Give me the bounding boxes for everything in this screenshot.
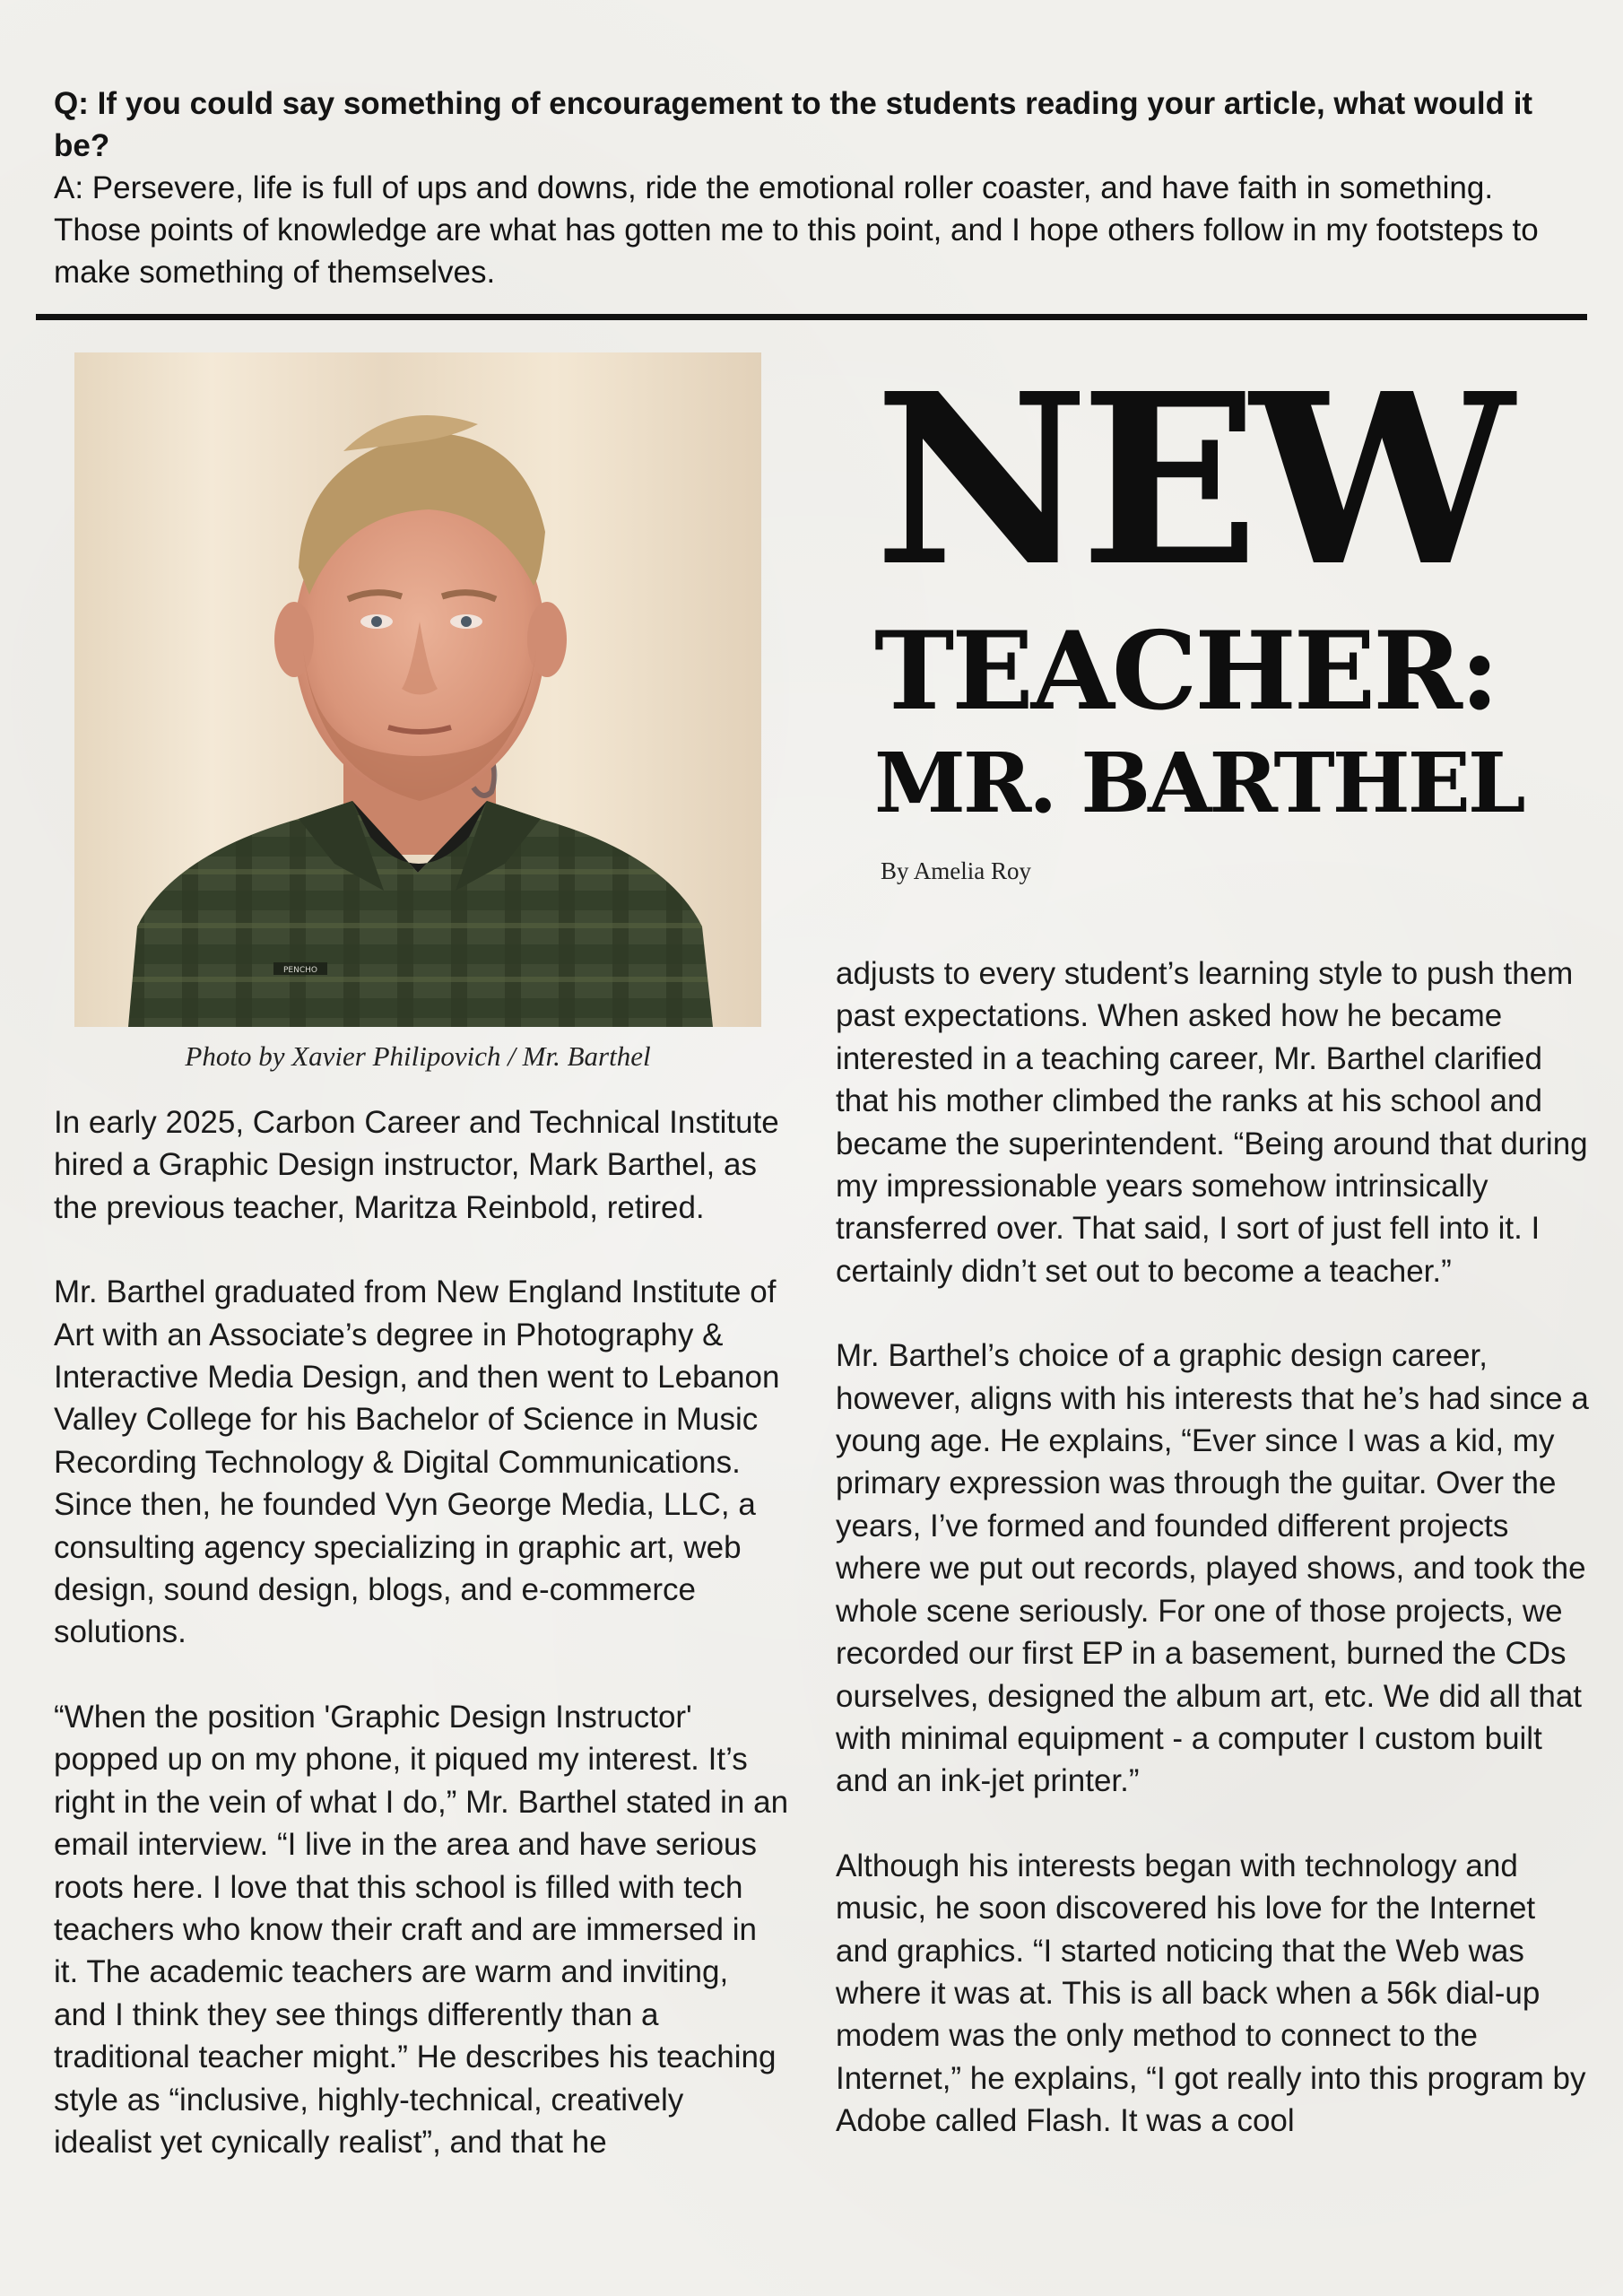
headline-line-2: TEACHER: [874,608,1497,735]
headline-line-3: MR. BARTHEL [874,735,1523,831]
photo-caption: Photo by Xavier Philipovich / Mr. Barthel [185,1040,651,1072]
headline-line-1: NEW [874,342,1506,618]
article-paragraph: Mr. Barthel graduated from New England Institute of Art with an Associate’s degree in Photography & Interactive Media Design, and then went to Lebanon Valley College for his Bachelor of Science in Music Recording Technology & Digital Communications. Since then, he founded Vyn George Media, LLC, a consulting agency specializing in graphic art, web design, sound design, blogs, and e-commerce solutions. [54,1274,780,1650]
headline [874,342,1556,831]
qa-question: Q: If you could say something of encouragement to the students reading your article, what would it be? [54,86,1533,163]
teacher-photo [74,352,761,1027]
article-column-right [836,952,1593,2185]
byline: By Amelia Roy [881,857,1031,884]
qa-answer: A: Persevere, life is full of ups and downs, ride the emotional roller coaster, and have faith in something. Those points of knowledge are what has gotten me to this point, and I hope others follow in my footsteps to make something of themselves. [54,170,1539,290]
qa-section [54,83,1578,293]
article-column-left [54,1101,789,2205]
section-divider [36,314,1587,320]
article-paragraph: adjusts to every student’s learning style to push them past expectations. When asked how he became interested in a teaching career, Mr. Barthel clarified that his mother climbed the ranks at his school and became the superintendent. “Being around that during my impressionable years somehow intrinsically transferred over. That said, I sort of just fell into it. I certainly didn’t set out to become a teacher.” [836,956,1588,1289]
article-paragraph: In early 2025, Carbon Career and Technical Institute hired a Graphic Design instructor, Mark Barthel, as the previous teacher, Maritza Reinbold, retired. [54,1105,779,1225]
shirt-label: PENCHO [283,966,317,975]
article-paragraph: Although his interests began with technology and music, he soon discovered his love for the Internet and graphics. “I started noticing that the Web was where it was at. This is all back when a 56k dial-up modem was the only method to connect to the Internet,” he explains, “I got really into this program by Adobe called Flash. It was a cool [836,1848,1586,2139]
article-paragraph: “When the position 'Graphic Design Instructor' popped up on my phone, it piqued my interest. It’s right in the vein of what I do,” Mr. Barthel stated in an email interview. “I live in the area and have serious roots here. I love that this school is filled with tech teachers who know their craft and are immersed in it. The academic teachers are warm and inviting, and I think they see things differently than a traditional teacher might.” He describes his teaching style as “inclusive, highly-technical, creatively idealist yet cynically realist”, and that he [54,1699,789,2160]
article-paragraph: Mr. Barthel’s choice of a graphic design career, however, aligns with his interests that he’s had since a young age. He explains, “Ever since I was a kid, my primary expression was through the guitar. Over the years, I’ve formed and founded different projects where we put out records, played shows, and took the whole scene seriously. For one of those projects, we recorded our first EP in a basement, burned the CDs ourselves, designed the album art, etc. We did all that with minimal equipment - a computer I custom built and an ink-jet printer.” [836,1338,1589,1799]
